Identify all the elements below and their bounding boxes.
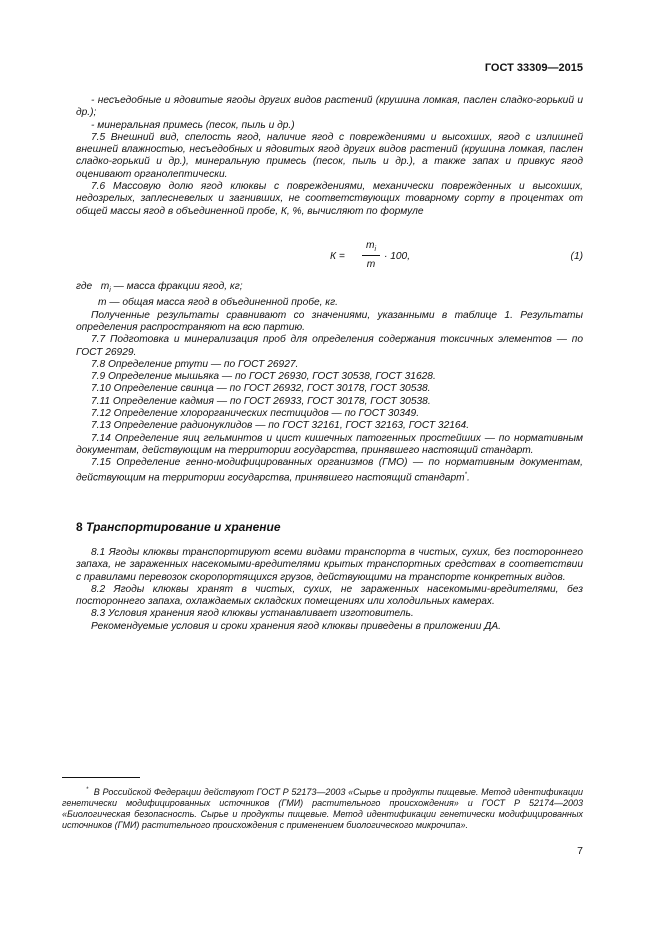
section-7-part2	[76, 281, 583, 485]
document-code: ГОСТ 33309—2015	[484, 62, 583, 74]
paragraph: 7.13 Определение радионуклидов — по ГОСТ 32161, ГОСТ 32163, ГОСТ 32164.	[91, 420, 470, 432]
symbol: m	[100, 281, 110, 292]
symbol-desc: — масса фракции ягод, кг;	[110, 281, 243, 292]
formula-multiplier: · 100,	[384, 251, 411, 262]
formula-numerator: m	[365, 240, 375, 251]
formula-lhs: К =	[330, 251, 345, 262]
paragraph: 8.2 Ягоды клюквы хранят в чистых, сухих, не зараженных насекомыми-вредителями, без постороннего запаха, охлаждаемых складских помещениях или холодильных камерах.	[76, 583, 583, 608]
paragraph: 7.9 Определение мышьяка — по ГОСТ 26930, ГОСТ 30538, ГОСТ 31628.	[91, 371, 436, 383]
paragraph: 8.1 Ягоды клюквы транспортируют всеми видами транспорта в чистых, сухих, без постороннего запаха, не зараженных насекомыми-вредителями крытых транспортных средствах в соответствии с правилами перевозок скоропортящихся грузов, действующими на транспорте конкретных видов.	[76, 547, 583, 583]
page-number: 7	[577, 845, 583, 857]
footnote-mark: *	[86, 787, 89, 793]
formula-fraction	[362, 240, 380, 270]
where-item	[76, 297, 583, 309]
paragraph: 7.5 Внешний вид, спелость ягод, наличие ягод с повреждениями и высохших, ягод с излишней внешней влажностью, несъедобных и ядовитых ягод других видов растений (крушина ломкая, паслен сладко-горький и др.), минеральную примесь (песок, пыль и др.), а также запах и привкус ягод оценивают органолептически.	[76, 131, 583, 180]
paragraph: 7.10 Определение свинца — по ГОСТ 26932, ГОСТ 30178, ГОСТ 30538.	[91, 383, 431, 395]
paragraph: 7.6 Массовую долю ягод клюквы с повреждениями, механически поврежденных и высохших, недозрелых, заплесневелых и загнивших, не соответствующих товарному сорту в процентах от общей массы ягод в объединенной пробе, К, %, вычисляют по формуле	[76, 181, 583, 217]
paragraph: 7.11 Определение кадмия — по ГОСТ 26933, ГОСТ 30178, ГОСТ 30538.	[91, 395, 431, 407]
footnote-divider	[62, 777, 140, 778]
formula-1	[76, 240, 583, 274]
section-7-part1	[76, 95, 583, 218]
paragraph: 7.14 Определение яиц гельминтов и цист кишечных патогенных простейших — по нормативным документам, действующим на территории государства, принявшего настоящий стандарт.	[76, 432, 583, 456]
paragraph-text: 7.15 Определение генно-модифицированных организмов (ГМО) — по нормативным документам, действующим на территории государства, принявшего настоящий стандарт	[76, 457, 583, 484]
paragraph: 7.15 Определение генно-модифицированных организмов (ГМО) — по нормативным документам, действующим на территории государства, принявшего настоящий стандарт*.	[76, 457, 583, 484]
where-label: где	[76, 281, 93, 292]
section-title: Транспортирование и хранение	[86, 520, 281, 534]
symbol-sub: i	[109, 287, 111, 295]
footnote-text: В Российской Федерации действуют ГОСТ Р 52173—2003 «Сырье и продукты пищевые. Метод идентификации генетически модифицированных источников (ГМИ) растительного происхождения» и ГОСТ Р 52174—2003 «Биологическая безопасность. Сырье и продукты пищевые. Метод идентификации генетически модифицированных источников (ГМИ) растительного происхождения с применением биологического микрочипа».	[62, 787, 583, 830]
formula-numerator-sub: i	[374, 246, 377, 254]
paragraph: Рекомендуемые условия и сроки хранения ягод клюквы приведены в приложении ДА.	[91, 620, 502, 632]
symbol-desc: — общая масса ягод в объединенной пробе, кг.	[106, 297, 338, 309]
paragraph: 8.3 Условия хранения ягод клюквы устанавливает изготовитель.	[91, 608, 414, 620]
paragraph: Полученные результаты сравнивают со значениями, указанными в таблице 1. Результаты определения распространяют на всю партию.	[76, 309, 583, 333]
formula-number: (1)	[570, 251, 583, 262]
paragraph: 7.12 Определение хлорорганических пестицидов — по ГОСТ 30349.	[91, 408, 420, 419]
footnote	[62, 785, 583, 831]
paragraph: - несъедобные и ядовитые ягоды других видов растений (крушина ломкая, паслен сладко-горький и др.);	[76, 95, 583, 119]
formula-denominator: m	[366, 259, 376, 271]
paragraph: 7.7 Подготовка и минерализация проб для определения содержания токсичных элементов — по ГОСТ 26929.	[76, 334, 583, 358]
paragraph: 7.8 Определение ртути — по ГОСТ 26927.	[91, 358, 299, 370]
section-number: 8	[76, 520, 83, 534]
section-8-body	[76, 547, 583, 633]
symbol: m	[98, 297, 107, 309]
paragraph: - минеральная примесь (песок, пыль и др.)	[91, 119, 295, 131]
footnote-ref[interactable]: *	[464, 472, 467, 479]
section-8-heading	[76, 520, 281, 534]
where-item	[76, 281, 583, 297]
